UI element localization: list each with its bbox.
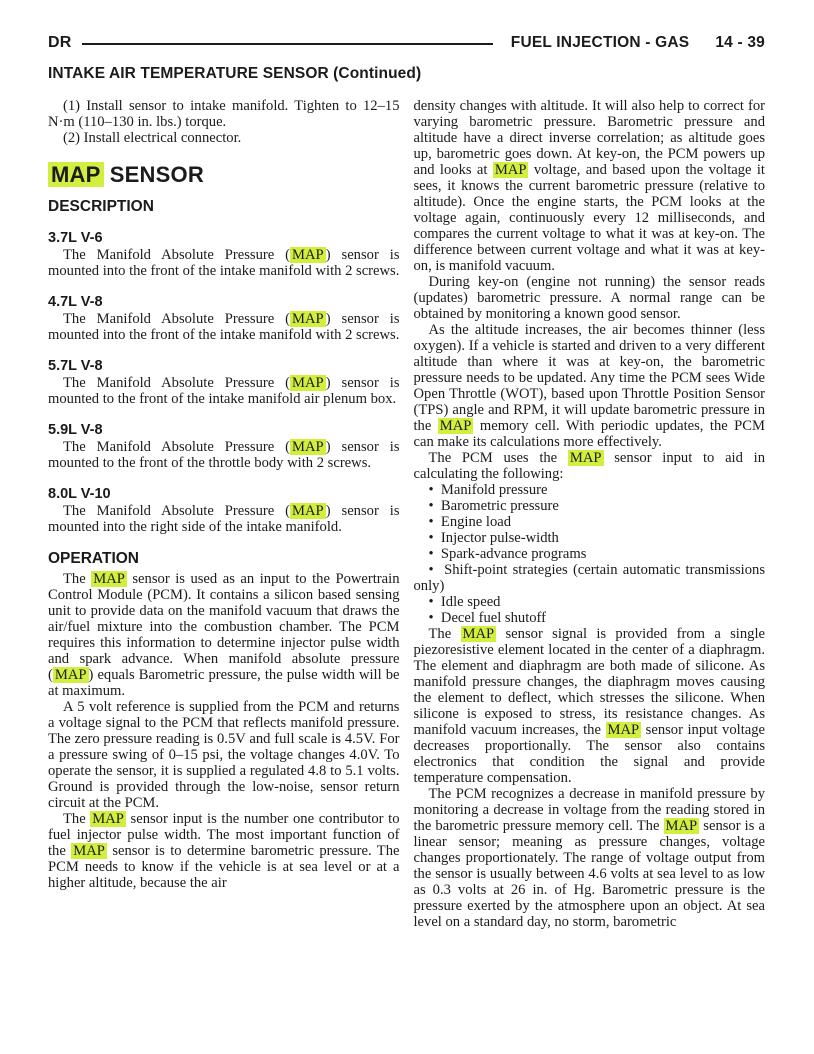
bullet-text: Injector pulse-width bbox=[440, 530, 559, 546]
bullet-icon: • bbox=[428, 610, 441, 626]
paragraph: The Manifold Absolute Pressure ( MAP ) sensor is mounted into the front of the intake manifold with 2 screws. bbox=[48, 247, 400, 279]
highlighted-term: MAP bbox=[292, 375, 324, 391]
paragraph: The Manifold Absolute Pressure ( MAP ) sensor is mounted to the front of the throttle body with 2 screws. bbox=[48, 439, 400, 471]
highlighted-term: MAP bbox=[462, 626, 495, 642]
continued-heading: INTAKE AIR TEMPERATURE SENSOR (Continued) bbox=[48, 65, 422, 82]
paragraph: density changes with altitude. It will also help to correct for varying barometric pressure. Barometric pressure and altitude have a direct inverse correlation; as altitude goes up, barometric goes down. At key-on, the PCM powers up and looks at MAP voltage, and based upon the voltage it sees, it knows the current barometric pressure (relative to altitude). Once the engine starts, the PCM looks at the voltage again, continuously every 12 milliseconds, and compares the current voltage to what it was at key-on. The difference between current voltage and what it was at key-on, is manifold vacuum. bbox=[413, 98, 765, 274]
left-column bbox=[48, 98, 400, 930]
paragraph: The MAP sensor signal is provided from a single piezoresistive element located in the center of a diaphragm. The element and diaphragm are both made of silicone. As manifold pressure changes, the diaphragm moves causing the element to deflect, which stresses the silicone. When silicone is exposed to stress, its resistance changes. As manifold vacuum increases, the MAP sensor input voltage decreases proportionally. The sensor also contains electronics that condition the signal and provide temperature compensation. bbox=[413, 626, 765, 786]
bullet-text: Barometric pressure bbox=[440, 498, 559, 514]
bullet-item bbox=[414, 610, 766, 626]
bullet-icon: • bbox=[428, 514, 441, 530]
install-step: (1) Install sensor to intake manifold. Tighten to 12–15 N·m (110–130 in. lbs.) torque. bbox=[48, 98, 400, 130]
bullet-text: Idle speed bbox=[440, 594, 501, 610]
paragraph: The PCM uses the MAP sensor input to aid in calculating the following: bbox=[413, 450, 765, 482]
paragraph: The Manifold Absolute Pressure ( MAP ) sensor is mounted to the front of the intake manifold air plenum box. bbox=[48, 375, 400, 407]
highlighted-term: MAP bbox=[665, 818, 698, 834]
map-sensor-heading: MAP SENSOR bbox=[48, 167, 400, 183]
engine-heading: 4.7L V-8 bbox=[48, 294, 103, 310]
engine-heading: 8.0L V-10 bbox=[48, 486, 111, 502]
bullet-item bbox=[414, 546, 766, 562]
highlighted-term: MAP bbox=[292, 439, 324, 455]
install-step: (2) Install electrical connector. bbox=[63, 130, 242, 146]
bullet-text: Decel fuel shutoff bbox=[440, 610, 546, 626]
engine-section-5-9l bbox=[48, 422, 400, 471]
highlighted-term: MAP bbox=[292, 247, 324, 263]
highlighted-term: MAP bbox=[439, 418, 472, 434]
bullet-item bbox=[414, 562, 766, 594]
bullet-item bbox=[414, 482, 766, 498]
calculation-bullet-list bbox=[414, 482, 766, 626]
bullet-text: Manifold pressure bbox=[440, 482, 548, 498]
bullet-item bbox=[414, 594, 766, 610]
section-title: FUEL INJECTION - GAS bbox=[510, 34, 690, 51]
bullet-text: Spark-advance programs bbox=[440, 546, 587, 562]
engine-heading: 3.7L V-6 bbox=[48, 230, 103, 246]
description-heading: DESCRIPTION bbox=[48, 198, 154, 215]
highlighted-term: MAP bbox=[494, 162, 527, 178]
bullet-icon: • bbox=[428, 546, 441, 562]
highlighted-term: MAP bbox=[73, 843, 105, 859]
engine-section-3-7l bbox=[48, 230, 400, 279]
operation-heading: OPERATION bbox=[48, 550, 139, 567]
highlighted-term: MAP bbox=[292, 503, 324, 519]
header-rule bbox=[82, 43, 493, 45]
engine-section-4-7l bbox=[48, 294, 400, 343]
bullet-icon: • bbox=[428, 594, 441, 610]
highlighted-term: MAP bbox=[569, 450, 602, 466]
bullet-icon: • bbox=[428, 562, 445, 578]
right-column bbox=[414, 98, 766, 930]
engine-heading: 5.9L V-8 bbox=[48, 422, 103, 438]
bullet-icon: • bbox=[428, 482, 441, 498]
highlighted-term: MAP bbox=[93, 571, 125, 587]
highlighted-term: MAP bbox=[92, 811, 124, 827]
bullet-icon: • bbox=[428, 530, 441, 546]
page-header bbox=[48, 34, 765, 52]
bullet-item bbox=[414, 498, 766, 514]
paragraph: A 5 volt reference is supplied from the PCM and returns a voltage signal to the PCM that reflects manifold pressure. The zero pressure reading is 0.5V and full scale is 4.5V. For a pressure swing of 0–15 psi, the voltage changes 4.0V. To operate the sensor, it is supplied a regulated 4.8 to 5.1 volts. Ground is provided through the low-noise, sensor return circuit at the PCM. bbox=[48, 699, 400, 811]
bullet-icon: • bbox=[428, 498, 441, 514]
paragraph: The MAP sensor input is the number one contributor to fuel injector pulse width. The most important function of the MAP sensor is to determine barometric pressure. The PCM needs to know if the vehicle is at sea level or at a higher altitude, because the air bbox=[48, 811, 400, 891]
two-column-body bbox=[48, 98, 765, 930]
page-number: 14 - 39 bbox=[715, 34, 765, 51]
bullet-item bbox=[414, 514, 766, 530]
paragraph: As the altitude increases, the air becomes thinner (less oxygen). If a vehicle is started and driven to a very different altitude than where it was at key-on, the barometric pressure needs to be updated. Any time the PCM sees Wide Open Throttle (WOT), based upon Throttle Position Sensor (TPS) angle and RPM, it will update barometric pressure in the MAP memory cell. With periodic updates, the PCM can make its calculations more effectively. bbox=[413, 322, 765, 450]
engine-heading: 5.7L V-8 bbox=[48, 358, 103, 374]
highlighted-term: MAP bbox=[292, 311, 324, 327]
bullet-text: Engine load bbox=[440, 514, 512, 530]
highlighted-term: MAP bbox=[48, 162, 104, 187]
paragraph: During key-on (engine not running) the sensor reads (updates) barometric pressure. A normal range can be obtained by monitoring a known good sensor. bbox=[413, 274, 765, 322]
model-code: DR bbox=[48, 34, 72, 51]
highlighted-term: MAP bbox=[607, 722, 640, 738]
paragraph: The Manifold Absolute Pressure ( MAP ) sensor is mounted into the right side of the intake manifold. bbox=[48, 503, 400, 535]
bullet-text: Shift-point strategies (certain automatic transmissions only) bbox=[413, 562, 766, 594]
engine-section-5-7l bbox=[48, 358, 400, 407]
paragraph: The MAP sensor is used as an input to the Powertrain Control Module (PCM). It contains a silicon based sensing unit to provide data on the manifold vacuum that draws the air/fuel mixture into the combustion chamber. The PCM requires this information to determine injector pulse width and spark advance. When manifold absolute pressure ( MAP ) equals Barometric pressure, the pulse width will be at maximum. bbox=[48, 571, 400, 699]
bullet-item bbox=[414, 530, 766, 546]
highlighted-term: MAP bbox=[54, 667, 87, 683]
engine-section-8-0l bbox=[48, 486, 400, 535]
paragraph: The PCM recognizes a decrease in manifold pressure by monitoring a decrease in voltage from the reading stored in the barometric pressure memory cell. The MAP sensor is a linear sensor; meaning as pressure changes, voltage changes proportionately. The range of voltage output from the sensor is usually between 4.6 volts at sea level to as low as 0.3 volts at 26 in. of Hg. Barometric pressure is the pressure exerted by the atmosphere upon an object. At sea level on a standard day, no storm, barometric bbox=[413, 786, 765, 930]
paragraph: The Manifold Absolute Pressure ( MAP ) sensor is mounted into the front of the intake manifold with 2 screws. bbox=[48, 311, 400, 343]
